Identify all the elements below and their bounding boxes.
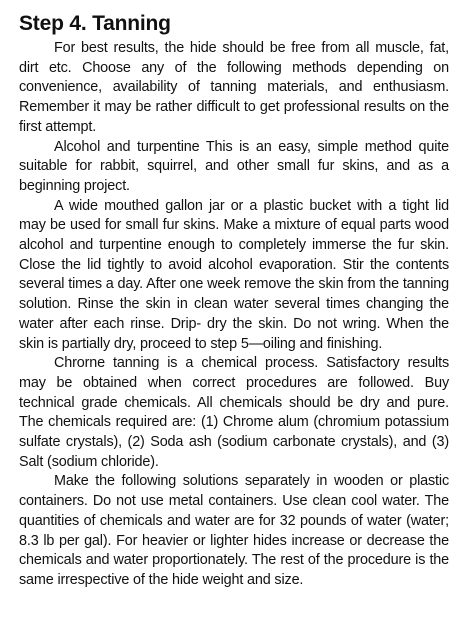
document-page — [19, 12, 449, 591]
paragraph-solutions: Make the following solutions separately in wooden or plastic containers. Do not use metal containers. Use clean cool water. The quantities of chemicals and water are for 32 pounds of water (water; 8.3 lb per gal). For heavier or lighter hides increase or decrease the chemicals and water proportionately. The rest of the procedure is the same irrespective of the hide weight and size. — [19, 473, 449, 588]
paragraph-alcohol-turpentine: Alcohol and turpentine This is an easy, simple method quite suitable for rabbit, squirrel, and other small fur skins, and as a beginning project. — [19, 138, 449, 194]
paragraph-chrome-tanning: Chrorne tanning is a chemical process. Satisfactory results may be obtained when correct procedures are followed. Buy technical grade chemicals. All chemicals should be dry and pure. The chemicals required are: (1) Chrome alum (chromium potassium sulfate crystals), (2) Soda ash (sodium carbonate crystals), and (3) Salt (sodium chloride). — [19, 355, 449, 470]
paragraph-intro: For best results, the hide should be free from all muscle, fat, dirt etc. Choose any of the following methods depending on convenience, availability of tanning materials, and enthusiasm. Remember it may be rather difficult to get professional results on the first attempt. — [19, 40, 449, 135]
section-heading: Step 4. Tanning — [19, 12, 171, 35]
paragraph-jar-method: A wide mouthed gallon jar or a plastic bucket with a tight lid may be used for small fur skins. Make a mixture of equal parts wood alcohol and turpentine enough to completely immerse the fur skin. Close the lid tightly to avoid alcohol evaporation. Stir the contents several times a day. After one week remove the skin from the tanning solution. Rinse the skin in clean water several times changing the water after each rinse. Drip- dry the skin. Do not wring. When the skin is partially dry, proceed to step 5—oiling and finishing. — [19, 197, 449, 352]
